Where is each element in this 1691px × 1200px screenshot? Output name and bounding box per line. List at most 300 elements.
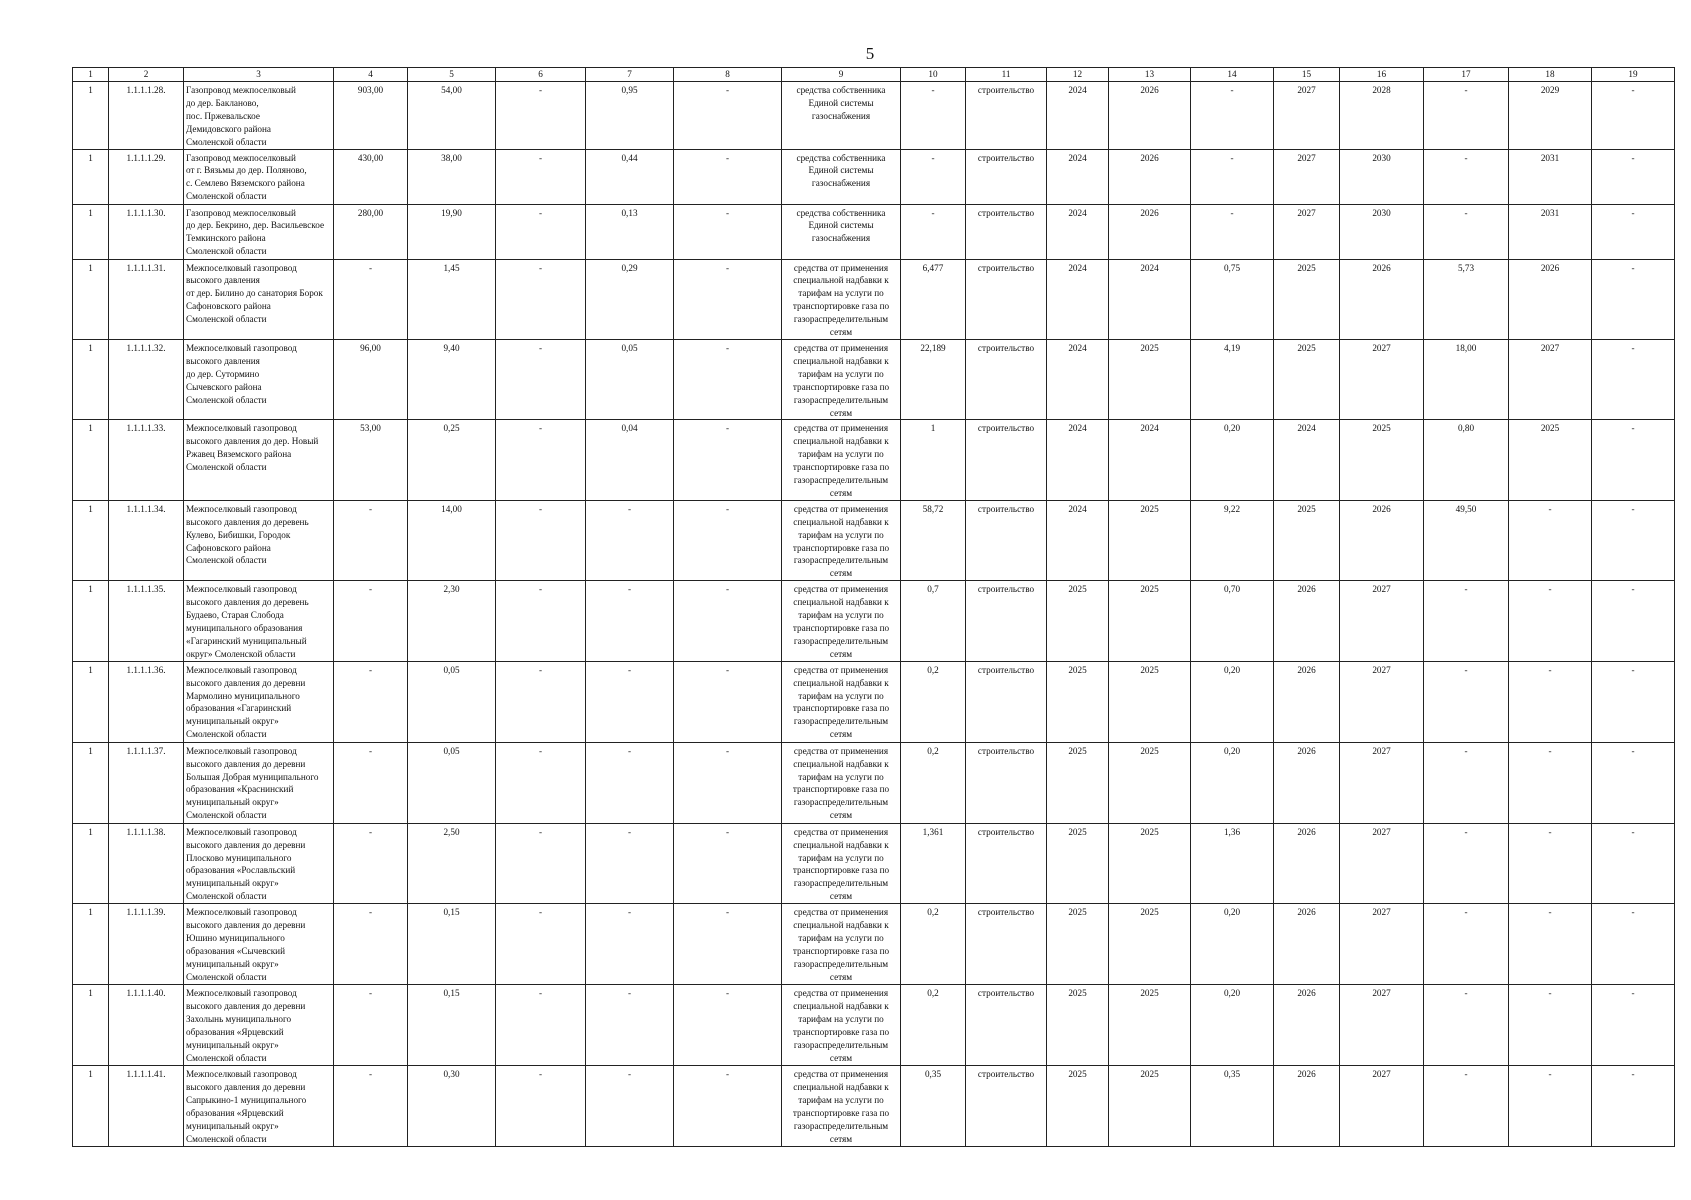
col12-year: 2025 bbox=[1047, 904, 1109, 985]
col18-year: - bbox=[1509, 661, 1592, 742]
col15-year: 2026 bbox=[1274, 1066, 1340, 1146]
col15-year: 2026 bbox=[1274, 985, 1340, 1066]
col14-value: 0,75 bbox=[1191, 259, 1274, 339]
col18-year: 2026 bbox=[1509, 259, 1592, 339]
col19-value: - bbox=[1592, 82, 1675, 150]
col14-value: 0,70 bbox=[1191, 581, 1274, 661]
col12-year: 2024 bbox=[1047, 149, 1109, 204]
column-number-3: 3 bbox=[184, 68, 334, 82]
work-type: строительство bbox=[966, 904, 1047, 985]
col17-value: - bbox=[1424, 1066, 1509, 1146]
col6-value: - bbox=[496, 204, 586, 259]
col8-value: - bbox=[674, 500, 782, 580]
item-code: 1.1.1.1.30. bbox=[109, 204, 184, 259]
row-index: 1 bbox=[73, 985, 109, 1066]
col5-value: 0,15 bbox=[408, 985, 496, 1066]
col7-value: - bbox=[586, 581, 674, 661]
col12-year: 2025 bbox=[1047, 985, 1109, 1066]
col17-value: - bbox=[1424, 904, 1509, 985]
column-number-18: 18 bbox=[1509, 68, 1592, 82]
col13-year: 2025 bbox=[1109, 500, 1191, 580]
funding-source: средства от применения специальной надбавки к тарифам на услуги по транспортировке газа по газораспределительным сетям bbox=[782, 420, 901, 500]
col19-value: - bbox=[1592, 259, 1675, 339]
table-row bbox=[73, 985, 1675, 1066]
table-row bbox=[73, 259, 1675, 339]
col13-year: 2026 bbox=[1109, 204, 1191, 259]
col19-value: - bbox=[1592, 420, 1675, 500]
row-index: 1 bbox=[73, 82, 109, 150]
table-row bbox=[73, 500, 1675, 580]
col4-value: - bbox=[334, 823, 408, 903]
col6-value: - bbox=[496, 420, 586, 500]
col16-year: 2028 bbox=[1340, 82, 1424, 150]
row-index: 1 bbox=[73, 420, 109, 500]
col13-year: 2025 bbox=[1109, 742, 1191, 823]
funding-source: средства от применения специальной надбавки к тарифам на услуги по транспортировке газа по газораспределительным сетям bbox=[782, 259, 901, 339]
col6-value: - bbox=[496, 904, 586, 985]
col16-year: 2030 bbox=[1340, 204, 1424, 259]
table-row bbox=[73, 1066, 1675, 1146]
col6-value: - bbox=[496, 149, 586, 204]
object-name: Межпоселковый газопровод высокого давления до деревни Сапрыкино-1 муниципального образования «Ярцевский муниципальный округ» Смоленской области bbox=[184, 1066, 334, 1146]
col18-year: 2031 bbox=[1509, 204, 1592, 259]
col4-value: 280,00 bbox=[334, 204, 408, 259]
object-name: Межпоселковый газопровод высокого давления до деревень Кулево, Бибишки, Городок Сафоновского района Смоленской области bbox=[184, 500, 334, 580]
table-row bbox=[73, 339, 1675, 419]
column-number-6: 6 bbox=[496, 68, 586, 82]
row-index: 1 bbox=[73, 581, 109, 661]
funding-source: средства от применения специальной надбавки к тарифам на услуги по транспортировке газа по газораспределительным сетям bbox=[782, 742, 901, 823]
col18-year: 2031 bbox=[1509, 149, 1592, 204]
col18-year: - bbox=[1509, 823, 1592, 903]
col7-value: - bbox=[586, 904, 674, 985]
col19-value: - bbox=[1592, 823, 1675, 903]
column-number-17: 17 bbox=[1424, 68, 1509, 82]
col10-value: - bbox=[901, 204, 966, 259]
col18-year: - bbox=[1509, 985, 1592, 1066]
col16-year: 2027 bbox=[1340, 985, 1424, 1066]
col17-value: - bbox=[1424, 661, 1509, 742]
col5-value: 19,90 bbox=[408, 204, 496, 259]
column-number-11: 11 bbox=[966, 68, 1047, 82]
col8-value: - bbox=[674, 82, 782, 150]
col5-value: 54,00 bbox=[408, 82, 496, 150]
column-number-1: 1 bbox=[73, 68, 109, 82]
row-index: 1 bbox=[73, 204, 109, 259]
object-name: Межпоселковый газопровод высокого давления до дер. Сутормино Сычевского района Смоленской области bbox=[184, 339, 334, 419]
table-row bbox=[73, 420, 1675, 500]
col15-year: 2026 bbox=[1274, 742, 1340, 823]
col10-value: - bbox=[901, 149, 966, 204]
item-code: 1.1.1.1.35. bbox=[109, 581, 184, 661]
col14-value: - bbox=[1191, 82, 1274, 150]
col15-year: 2027 bbox=[1274, 204, 1340, 259]
col10-value: 58,72 bbox=[901, 500, 966, 580]
col14-value: - bbox=[1191, 204, 1274, 259]
row-index: 1 bbox=[73, 1066, 109, 1146]
col10-value: 1,361 bbox=[901, 823, 966, 903]
row-index: 1 bbox=[73, 742, 109, 823]
col5-value: 14,00 bbox=[408, 500, 496, 580]
column-number-12: 12 bbox=[1047, 68, 1109, 82]
col10-value: 1 bbox=[901, 420, 966, 500]
item-code: 1.1.1.1.41. bbox=[109, 1066, 184, 1146]
col8-value: - bbox=[674, 1066, 782, 1146]
col17-value: 0,80 bbox=[1424, 420, 1509, 500]
col10-value: 0,2 bbox=[901, 661, 966, 742]
work-type: строительство bbox=[966, 259, 1047, 339]
col16-year: 2030 bbox=[1340, 149, 1424, 204]
table-row bbox=[73, 904, 1675, 985]
item-code: 1.1.1.1.34. bbox=[109, 500, 184, 580]
table-row bbox=[73, 581, 1675, 661]
col6-value: - bbox=[496, 742, 586, 823]
column-number-19: 19 bbox=[1592, 68, 1675, 82]
col10-value: - bbox=[901, 82, 966, 150]
row-index: 1 bbox=[73, 149, 109, 204]
work-type: строительство bbox=[966, 1066, 1047, 1146]
col17-value: 18,00 bbox=[1424, 339, 1509, 419]
col17-value: - bbox=[1424, 823, 1509, 903]
col12-year: 2025 bbox=[1047, 742, 1109, 823]
funding-source: средства от применения специальной надбавки к тарифам на услуги по транспортировке газа по газораспределительным сетям bbox=[782, 985, 901, 1066]
col19-value: - bbox=[1592, 1066, 1675, 1146]
object-name: Межпоселковый газопровод высокого давления до деревни Захолынь муниципального образования «Ярцевский муниципальный округ» Смоленской области bbox=[184, 985, 334, 1066]
col14-value: 9,22 bbox=[1191, 500, 1274, 580]
column-number-15: 15 bbox=[1274, 68, 1340, 82]
col4-value: 96,00 bbox=[334, 339, 408, 419]
col17-value: - bbox=[1424, 204, 1509, 259]
col5-value: 1,45 bbox=[408, 259, 496, 339]
work-type: строительство bbox=[966, 339, 1047, 419]
col4-value: - bbox=[334, 500, 408, 580]
object-name: Межпоселковый газопровод высокого давления от дер. Билино до санатория Борок Сафоновского района Смоленской области bbox=[184, 259, 334, 339]
col7-value: - bbox=[586, 742, 674, 823]
table-row bbox=[73, 82, 1675, 150]
col13-year: 2025 bbox=[1109, 823, 1191, 903]
col14-value: 0,20 bbox=[1191, 420, 1274, 500]
col5-value: 2,50 bbox=[408, 823, 496, 903]
table-row bbox=[73, 823, 1675, 903]
col4-value: - bbox=[334, 661, 408, 742]
work-type: строительство bbox=[966, 985, 1047, 1066]
col4-value: - bbox=[334, 1066, 408, 1146]
col14-value: 4,19 bbox=[1191, 339, 1274, 419]
col10-value: 6,477 bbox=[901, 259, 966, 339]
col4-value: - bbox=[334, 259, 408, 339]
col18-year: - bbox=[1509, 904, 1592, 985]
table-row bbox=[73, 204, 1675, 259]
col4-value: 903,00 bbox=[334, 82, 408, 150]
col14-value: 0,20 bbox=[1191, 904, 1274, 985]
item-code: 1.1.1.1.28. bbox=[109, 82, 184, 150]
col13-year: 2024 bbox=[1109, 420, 1191, 500]
col4-value: - bbox=[334, 581, 408, 661]
col4-value: 53,00 bbox=[334, 420, 408, 500]
col16-year: 2027 bbox=[1340, 339, 1424, 419]
col12-year: 2024 bbox=[1047, 204, 1109, 259]
col16-year: 2026 bbox=[1340, 259, 1424, 339]
table-row bbox=[73, 661, 1675, 742]
col10-value: 0,2 bbox=[901, 904, 966, 985]
col16-year: 2027 bbox=[1340, 742, 1424, 823]
col12-year: 2025 bbox=[1047, 823, 1109, 903]
col19-value: - bbox=[1592, 985, 1675, 1066]
col8-value: - bbox=[674, 339, 782, 419]
investment-program-table bbox=[72, 67, 1675, 1147]
col13-year: 2025 bbox=[1109, 1066, 1191, 1146]
col8-value: - bbox=[674, 259, 782, 339]
col15-year: 2026 bbox=[1274, 581, 1340, 661]
object-name: Межпоселковый газопровод высокого давления до деревни Плосково муниципального образования «Рославльский муниципальный округ» Смоленской области bbox=[184, 823, 334, 903]
col8-value: - bbox=[674, 985, 782, 1066]
funding-source: средства от применения специальной надбавки к тарифам на услуги по транспортировке газа по газораспределительным сетям bbox=[782, 823, 901, 903]
work-type: строительство bbox=[966, 82, 1047, 150]
item-code: 1.1.1.1.36. bbox=[109, 661, 184, 742]
col15-year: 2026 bbox=[1274, 823, 1340, 903]
col18-year: - bbox=[1509, 500, 1592, 580]
col12-year: 2024 bbox=[1047, 339, 1109, 419]
col14-value: 0,20 bbox=[1191, 742, 1274, 823]
col4-value: - bbox=[334, 985, 408, 1066]
table-row bbox=[73, 742, 1675, 823]
column-number-5: 5 bbox=[408, 68, 496, 82]
col13-year: 2025 bbox=[1109, 661, 1191, 742]
col7-value: - bbox=[586, 823, 674, 903]
col19-value: - bbox=[1592, 661, 1675, 742]
col7-value: 0,95 bbox=[586, 82, 674, 150]
col19-value: - bbox=[1592, 339, 1675, 419]
col6-value: - bbox=[496, 581, 586, 661]
row-index: 1 bbox=[73, 500, 109, 580]
col12-year: 2025 bbox=[1047, 1066, 1109, 1146]
col7-value: 0,13 bbox=[586, 204, 674, 259]
col18-year: 2029 bbox=[1509, 82, 1592, 150]
col15-year: 2027 bbox=[1274, 149, 1340, 204]
column-number-row bbox=[73, 68, 1675, 82]
col6-value: - bbox=[496, 500, 586, 580]
col7-value: - bbox=[586, 500, 674, 580]
col4-value: 430,00 bbox=[334, 149, 408, 204]
col6-value: - bbox=[496, 339, 586, 419]
object-name: Межпоселковый газопровод высокого давления до деревни Большая Добрая муниципального образования «Краснинский муниципальный округ» Смоленской области bbox=[184, 742, 334, 823]
col12-year: 2024 bbox=[1047, 82, 1109, 150]
col5-value: 0,05 bbox=[408, 742, 496, 823]
col6-value: - bbox=[496, 823, 586, 903]
col8-value: - bbox=[674, 420, 782, 500]
col10-value: 0,7 bbox=[901, 581, 966, 661]
funding-source: средства собственника Единой системы газоснабжения bbox=[782, 204, 901, 259]
page-number: 5 bbox=[865, 44, 875, 63]
column-number-8: 8 bbox=[674, 68, 782, 82]
col13-year: 2025 bbox=[1109, 904, 1191, 985]
funding-source: средства от применения специальной надбавки к тарифам на услуги по транспортировке газа по газораспределительным сетям bbox=[782, 661, 901, 742]
col5-value: 38,00 bbox=[408, 149, 496, 204]
col5-value: 0,15 bbox=[408, 904, 496, 985]
col13-year: 2024 bbox=[1109, 259, 1191, 339]
col12-year: 2024 bbox=[1047, 420, 1109, 500]
col18-year: - bbox=[1509, 1066, 1592, 1146]
col16-year: 2027 bbox=[1340, 823, 1424, 903]
funding-source: средства от применения специальной надбавки к тарифам на услуги по транспортировке газа по газораспределительным сетям bbox=[782, 500, 901, 580]
col17-value: - bbox=[1424, 82, 1509, 150]
row-index: 1 bbox=[73, 339, 109, 419]
col7-value: 0,05 bbox=[586, 339, 674, 419]
col12-year: 2024 bbox=[1047, 259, 1109, 339]
col19-value: - bbox=[1592, 500, 1675, 580]
col4-value: - bbox=[334, 904, 408, 985]
col6-value: - bbox=[496, 1066, 586, 1146]
col5-value: 0,05 bbox=[408, 661, 496, 742]
col7-value: - bbox=[586, 661, 674, 742]
object-name: Межпоселковый газопровод высокого давления до деревни Мармолино муниципального образования «Гагаринский муниципальный округ» Смоленской области bbox=[184, 661, 334, 742]
column-number-16: 16 bbox=[1340, 68, 1424, 82]
object-name: Газопровод межпоселковый до дер. Бекрино, дер. Васильевское Темкинского района Смоленской области bbox=[184, 204, 334, 259]
item-code: 1.1.1.1.38. bbox=[109, 823, 184, 903]
col15-year: 2024 bbox=[1274, 420, 1340, 500]
work-type: строительство bbox=[966, 661, 1047, 742]
work-type: строительство bbox=[966, 204, 1047, 259]
row-index: 1 bbox=[73, 904, 109, 985]
col19-value: - bbox=[1592, 742, 1675, 823]
column-number-14: 14 bbox=[1191, 68, 1274, 82]
work-type: строительство bbox=[966, 500, 1047, 580]
funding-source: средства собственника Единой системы газоснабжения bbox=[782, 82, 901, 150]
work-type: строительство bbox=[966, 742, 1047, 823]
col10-value: 0,2 bbox=[901, 985, 966, 1066]
col15-year: 2026 bbox=[1274, 904, 1340, 985]
col7-value: 0,04 bbox=[586, 420, 674, 500]
col13-year: 2025 bbox=[1109, 985, 1191, 1066]
object-name: Газопровод межпоселковый до дер. Бакланово, пос. Пржевальское Демидовского района Смоленской области bbox=[184, 82, 334, 150]
col4-value: - bbox=[334, 742, 408, 823]
table-row bbox=[73, 149, 1675, 204]
row-index: 1 bbox=[73, 661, 109, 742]
col18-year: - bbox=[1509, 742, 1592, 823]
col6-value: - bbox=[496, 985, 586, 1066]
funding-source: средства собственника Единой системы газоснабжения bbox=[782, 149, 901, 204]
col18-year: - bbox=[1509, 581, 1592, 661]
object-name: Межпоселковый газопровод высокого давления до дер. Новый Ржавец Вяземского района Смоленской области bbox=[184, 420, 334, 500]
col17-value: 5,73 bbox=[1424, 259, 1509, 339]
item-code: 1.1.1.1.37. bbox=[109, 742, 184, 823]
funding-source: средства от применения специальной надбавки к тарифам на услуги по транспортировке газа по газораспределительным сетям bbox=[782, 904, 901, 985]
col5-value: 0,30 bbox=[408, 1066, 496, 1146]
col19-value: - bbox=[1592, 149, 1675, 204]
col12-year: 2024 bbox=[1047, 500, 1109, 580]
object-name: Межпоселковый газопровод высокого давления до деревни Юшино муниципального образования «Сычевский муниципальный округ» Смоленской области bbox=[184, 904, 334, 985]
col14-value: 0,20 bbox=[1191, 661, 1274, 742]
col6-value: - bbox=[496, 661, 586, 742]
column-number-10: 10 bbox=[901, 68, 966, 82]
col19-value: - bbox=[1592, 581, 1675, 661]
col6-value: - bbox=[496, 259, 586, 339]
col14-value: 1,36 bbox=[1191, 823, 1274, 903]
col16-year: 2025 bbox=[1340, 420, 1424, 500]
col8-value: - bbox=[674, 149, 782, 204]
col12-year: 2025 bbox=[1047, 661, 1109, 742]
col19-value: - bbox=[1592, 204, 1675, 259]
row-index: 1 bbox=[73, 823, 109, 903]
col17-value: - bbox=[1424, 742, 1509, 823]
work-type: строительство bbox=[966, 823, 1047, 903]
item-code: 1.1.1.1.31. bbox=[109, 259, 184, 339]
work-type: строительство bbox=[966, 420, 1047, 500]
col14-value: 0,35 bbox=[1191, 1066, 1274, 1146]
col5-value: 2,30 bbox=[408, 581, 496, 661]
col17-value: 49,50 bbox=[1424, 500, 1509, 580]
col17-value: - bbox=[1424, 985, 1509, 1066]
col8-value: - bbox=[674, 904, 782, 985]
col15-year: 2025 bbox=[1274, 259, 1340, 339]
col15-year: 2027 bbox=[1274, 82, 1340, 150]
row-index: 1 bbox=[73, 259, 109, 339]
col6-value: - bbox=[496, 82, 586, 150]
col15-year: 2026 bbox=[1274, 661, 1340, 742]
funding-source: средства от применения специальной надбавки к тарифам на услуги по транспортировке газа по газораспределительным сетям bbox=[782, 339, 901, 419]
column-number-2: 2 bbox=[109, 68, 184, 82]
table-body bbox=[73, 68, 1675, 1147]
col13-year: 2026 bbox=[1109, 149, 1191, 204]
col19-value: - bbox=[1592, 904, 1675, 985]
column-number-7: 7 bbox=[586, 68, 674, 82]
col8-value: - bbox=[674, 823, 782, 903]
col5-value: 0,25 bbox=[408, 420, 496, 500]
col14-value: 0,20 bbox=[1191, 985, 1274, 1066]
item-code: 1.1.1.1.40. bbox=[109, 985, 184, 1066]
col7-value: - bbox=[586, 1066, 674, 1146]
column-number-9: 9 bbox=[782, 68, 901, 82]
col17-value: - bbox=[1424, 581, 1509, 661]
col16-year: 2027 bbox=[1340, 1066, 1424, 1146]
col13-year: 2025 bbox=[1109, 339, 1191, 419]
funding-source: средства от применения специальной надбавки к тарифам на услуги по транспортировке газа по газораспределительным сетям bbox=[782, 1066, 901, 1146]
item-code: 1.1.1.1.39. bbox=[109, 904, 184, 985]
col16-year: 2027 bbox=[1340, 661, 1424, 742]
col13-year: 2026 bbox=[1109, 82, 1191, 150]
col8-value: - bbox=[674, 661, 782, 742]
column-number-13: 13 bbox=[1109, 68, 1191, 82]
col16-year: 2027 bbox=[1340, 904, 1424, 985]
col8-value: - bbox=[674, 204, 782, 259]
col15-year: 2025 bbox=[1274, 500, 1340, 580]
col17-value: - bbox=[1424, 149, 1509, 204]
col18-year: 2027 bbox=[1509, 339, 1592, 419]
item-code: 1.1.1.1.32. bbox=[109, 339, 184, 419]
col7-value: - bbox=[586, 985, 674, 1066]
col7-value: 0,44 bbox=[586, 149, 674, 204]
col15-year: 2025 bbox=[1274, 339, 1340, 419]
col13-year: 2025 bbox=[1109, 581, 1191, 661]
col7-value: 0,29 bbox=[586, 259, 674, 339]
work-type: строительство bbox=[966, 581, 1047, 661]
work-type: строительство bbox=[966, 149, 1047, 204]
col12-year: 2025 bbox=[1047, 581, 1109, 661]
col10-value: 0,35 bbox=[901, 1066, 966, 1146]
column-number-4: 4 bbox=[334, 68, 408, 82]
object-name: Межпоселковый газопровод высокого давления до деревень Будаево, Старая Слобода муниципального образования «Гагаринский муниципальный округ» Смоленской области bbox=[184, 581, 334, 661]
col5-value: 9,40 bbox=[408, 339, 496, 419]
col16-year: 2026 bbox=[1340, 500, 1424, 580]
item-code: 1.1.1.1.33. bbox=[109, 420, 184, 500]
item-code: 1.1.1.1.29. bbox=[109, 149, 184, 204]
col18-year: 2025 bbox=[1509, 420, 1592, 500]
col10-value: 22,189 bbox=[901, 339, 966, 419]
object-name: Газопровод межпоселковый от г. Вязьмы до дер. Поляново, с. Семлево Вяземского района Смоленской области bbox=[184, 149, 334, 204]
col14-value: - bbox=[1191, 149, 1274, 204]
funding-source: средства от применения специальной надбавки к тарифам на услуги по транспортировке газа по газораспределительным сетям bbox=[782, 581, 901, 661]
col10-value: 0,2 bbox=[901, 742, 966, 823]
